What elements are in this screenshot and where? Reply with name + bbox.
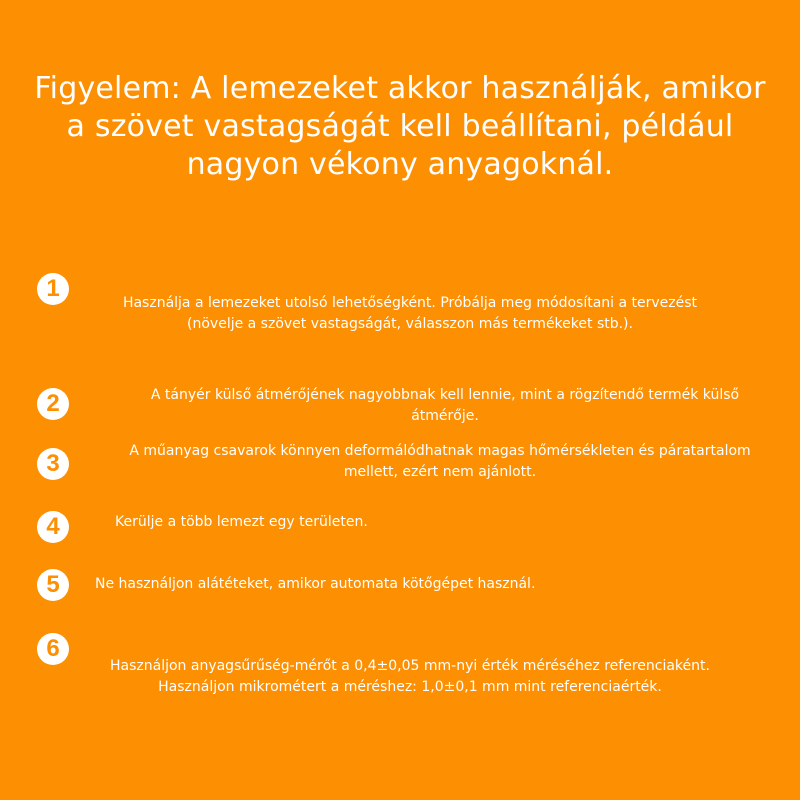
step-number-1: 1 (37, 273, 69, 305)
step-6-line-1: Használjon anyagsűrűség-mérőt a 0,4±0,05 mm-nyi érték méréséhez referenciaként. (110, 658, 710, 674)
step-1-line-2: (növelje a szövet vastagságát, válasszon más termékeket stb.). (187, 316, 633, 332)
step-4-line-1: Kerülje a több lemezt egy területen. (115, 514, 368, 530)
warning-title: Figyelem: A lemezeket akkor használják, amikor a szövet vastagságát kell beállítani, például nagyon vékony anyagoknál. (34, 71, 766, 182)
step-2-line-1: A tányér külső átmérőjének nagyobbnak kell lennie, mint a rögzítendő termék külső (150, 387, 740, 403)
step-number-3: 3 (37, 448, 69, 480)
step-number-2: 2 (37, 388, 69, 420)
step-2-line-2: átmérője. (411, 408, 479, 424)
step-number-6: 6 (37, 633, 69, 665)
step-text-4 (115, 512, 368, 533)
step-text-3 (90, 441, 790, 483)
step-text-2 (95, 385, 795, 427)
step-text-5 (95, 574, 535, 595)
step-1-line-1: Használja a lemezeket utolsó lehetőségként. Próbálja meg módosítani a tervezést (122, 295, 698, 311)
step-3-line-2: mellett, ezért nem ajánlott. (343, 464, 537, 480)
step-5-line-1: Ne használjon alátéteket, amikor automata kötőgépet használ. (95, 576, 536, 592)
step-6-line-2: Használjon mikrométert a méréshez: 1,0±0,1 mm mint referenciaérték. (158, 679, 662, 695)
step-text-6 (60, 656, 760, 698)
step-number-4: 4 (37, 511, 69, 543)
step-text-1 (95, 293, 725, 335)
step-number-5: 5 (37, 569, 69, 601)
step-3-line-1: A műanyag csavarok könnyen deformálódhatnak magas hőmérsékleten és páratartalom (129, 443, 751, 459)
